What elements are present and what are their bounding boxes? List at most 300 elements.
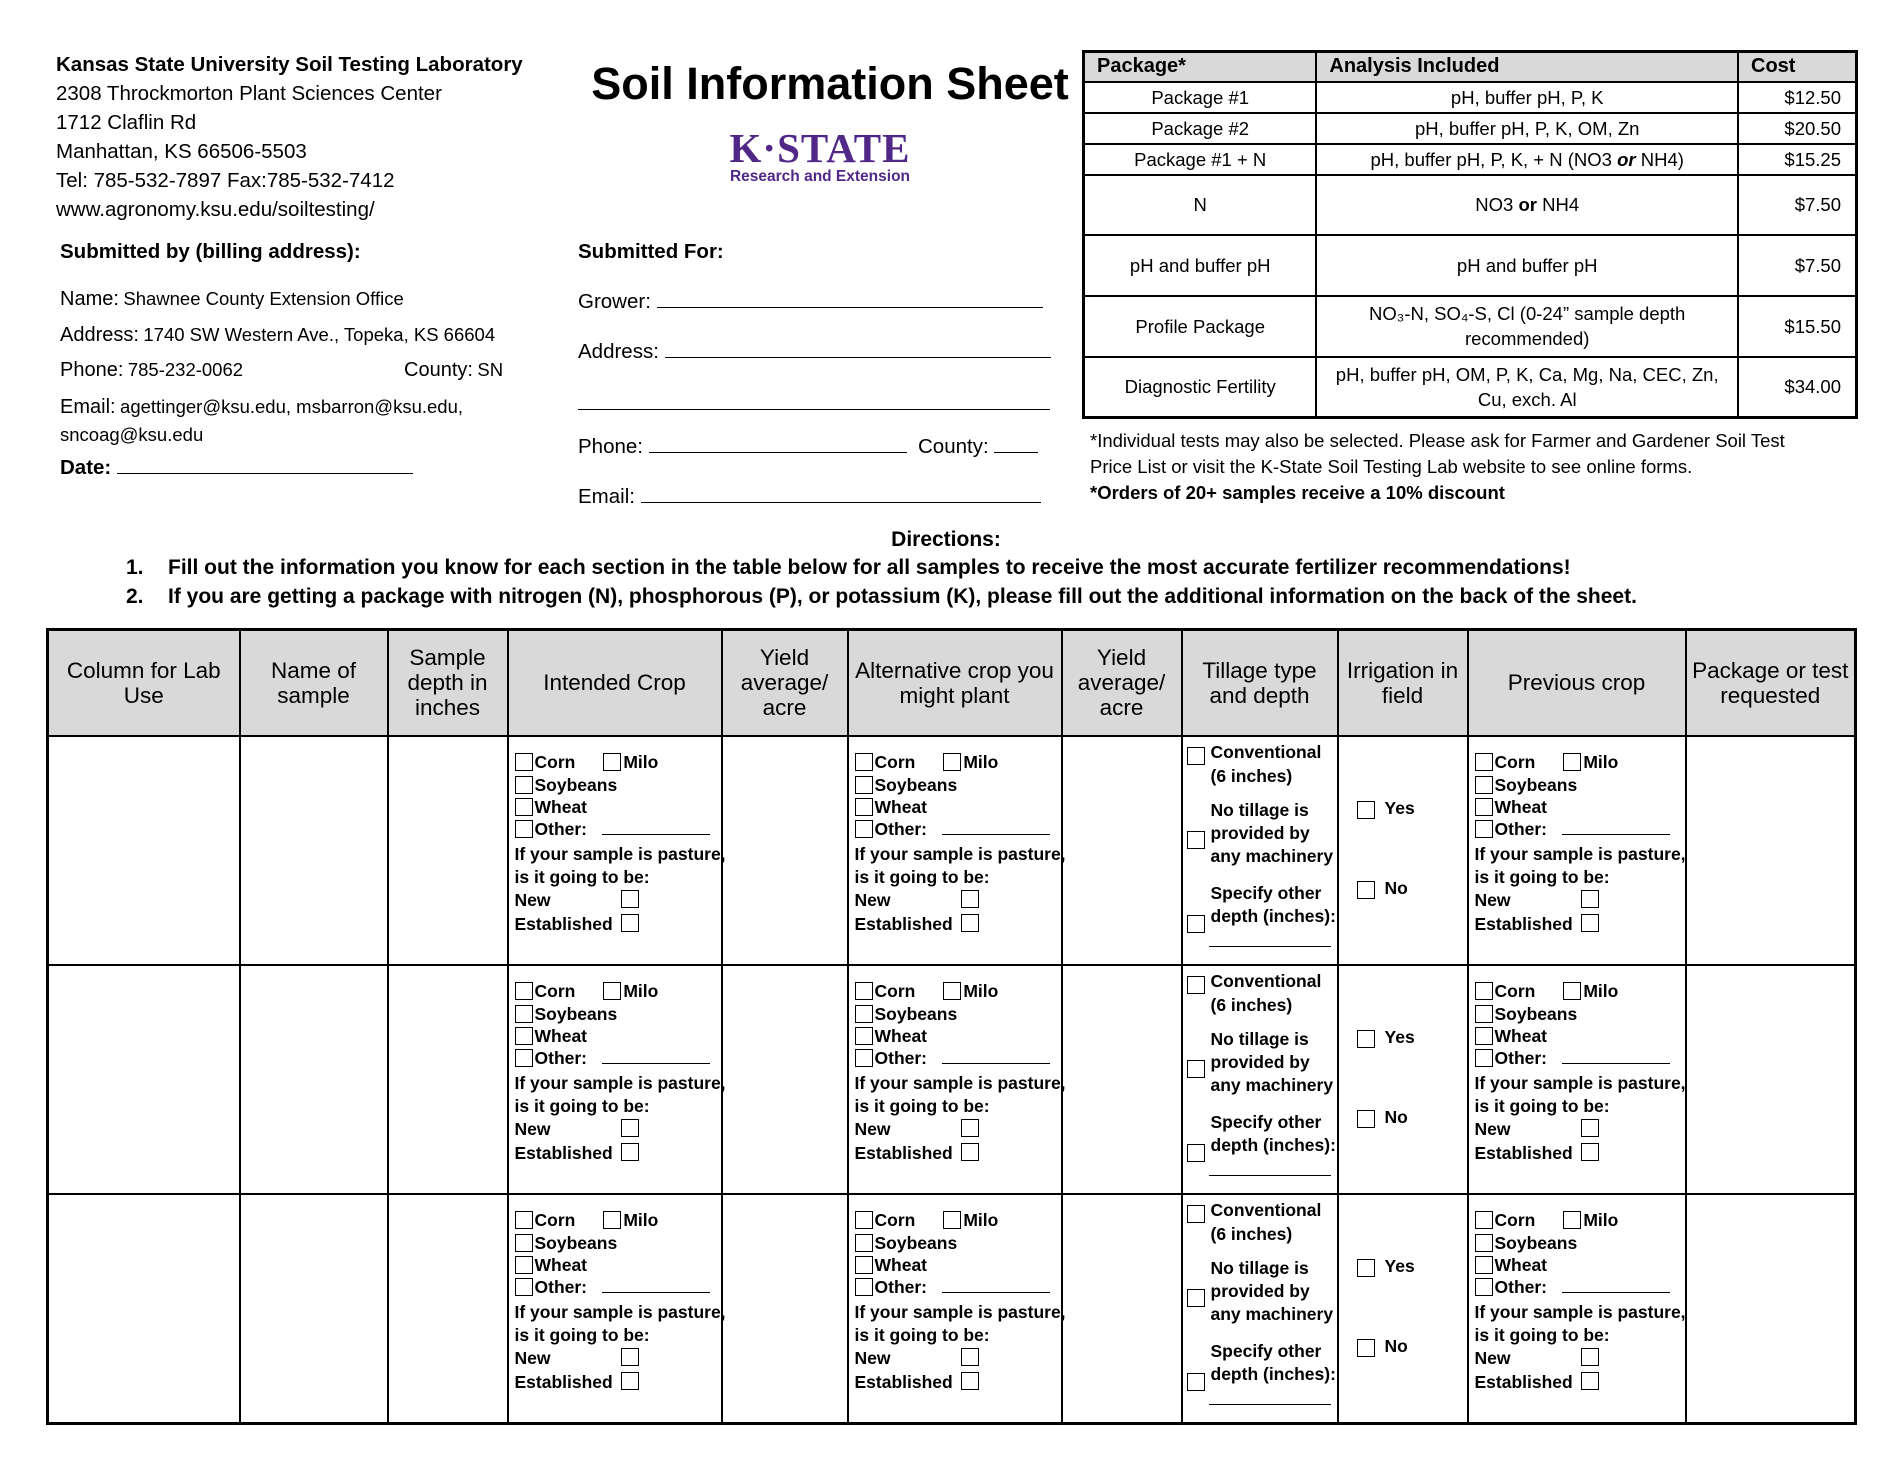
checkbox-soybeans[interactable] [855,776,873,794]
checkbox-no-till[interactable] [1187,1060,1205,1078]
label-new: New [514,1118,551,1139]
package-name: Package #1 [1084,82,1317,113]
label-no-till: No tillage is [1210,1257,1309,1278]
checkbox-other[interactable] [1475,820,1493,838]
discount-note: *Orders of 20+ samples receive a 10% discount [1090,482,1505,503]
pasture-question-2: is it going to be: [1474,1324,1610,1345]
label-wheat: Wheat [1494,1025,1547,1046]
label-soybeans: Soybeans [874,774,958,795]
sample-row [48,965,1856,1194]
tillage-options [1183,1195,1337,1422]
tillage-cell [1182,965,1338,1194]
other-depth-field[interactable] [1209,1164,1331,1176]
package-cost: $7.50 [1738,235,1856,296]
label-milo: Milo [963,980,999,1001]
billing-address-label: Address: [60,324,139,346]
checkbox-corn[interactable] [515,753,533,771]
address-label: Address: [578,340,659,363]
checkbox-conventional[interactable] [1187,747,1205,765]
header-sample-depth: Sample depth in inches [388,630,508,736]
checkbox-established[interactable] [961,1143,979,1161]
direction-text: If you are getting a package with nitrogen (N), phosphorous (P), or potassium (K), please fill out the additional information on the back of the sheet. [168,585,1637,608]
phone-field[interactable] [649,435,907,453]
checkbox-no-till[interactable] [1187,1289,1205,1307]
other-depth-field[interactable] [1209,1393,1331,1405]
checkbox-other[interactable] [1475,1049,1493,1067]
label-specify-other: Specify other [1210,1111,1322,1132]
yield-cell[interactable] [722,965,848,1194]
checkbox-soybeans[interactable] [515,1234,533,1252]
checkbox-new[interactable] [961,890,979,908]
checkbox-soybeans[interactable] [855,1234,873,1252]
billing-email-label: Email: [60,396,116,418]
alternative-crop-options [849,1195,1066,1422]
address-field-line-2[interactable] [578,392,1050,410]
header-alt-yield: Yield average/ acre [1062,630,1182,736]
other-crop-field[interactable] [1562,1049,1670,1064]
county-label: County: [918,435,989,458]
checkbox-other-depth[interactable] [1187,915,1205,933]
checkbox-wheat[interactable] [1475,1027,1493,1045]
checkbox-milo[interactable] [603,1211,621,1229]
crop-row-1 [515,980,659,1003]
analysis-line: recommended) [1464,328,1590,349]
checkbox-established[interactable] [621,1372,639,1390]
package-cost: $7.50 [1738,175,1856,235]
lab-use-cell [48,965,240,1194]
label-milo: Milo [623,751,659,772]
checkbox-established[interactable] [621,1143,639,1161]
checkbox-other[interactable] [1475,1278,1493,1296]
billing-name-row [60,288,404,311]
other-crop-field[interactable] [602,1278,710,1293]
page-title: Soil Information Sheet [591,58,1069,109]
alt-yield-cell[interactable] [1062,965,1182,1194]
billing-county-row [404,359,503,382]
checkbox-other[interactable] [515,1278,533,1296]
checkbox-conventional[interactable] [1187,976,1205,994]
checkbox-new[interactable] [621,890,639,908]
checkbox-wheat[interactable] [515,1027,533,1045]
checkbox-wheat[interactable] [1475,1256,1493,1274]
sample-name-cell[interactable] [240,736,388,965]
irrigation-cell [1338,1194,1468,1424]
intended-crop-cell [508,736,726,965]
label-new: New [854,1118,891,1139]
billing-phone-label: Phone: [60,359,124,381]
label-conventional: Conventional [1210,970,1322,991]
label-soybeans: Soybeans [534,1003,618,1024]
label-conventional-depth: (6 inches) [1210,1223,1293,1244]
label-other-depth: depth (inches): [1210,1134,1336,1155]
irrigation-cell [1338,736,1468,965]
irrigation-options [1339,966,1467,1193]
label-no-till-3: any machinery [1210,845,1334,866]
sample-depth-cell[interactable] [388,1194,508,1424]
checkbox-new[interactable] [1581,1348,1599,1366]
grower-label: Grower: [578,290,651,313]
label-corn: Corn [1494,1209,1536,1230]
label-corn: Corn [874,980,916,1001]
checkbox-established[interactable] [1581,1143,1599,1161]
sample-depth-cell[interactable] [388,965,508,1194]
intended-crop-options [509,1195,726,1422]
label-corn: Corn [534,980,576,1001]
irrigation-options [1339,1195,1467,1422]
previous-crop-options [1469,966,1685,1193]
checkbox-milo[interactable] [1563,982,1581,1000]
label-established: Established [514,1371,613,1392]
checkbox-corn[interactable] [855,753,873,771]
other-crop-field[interactable] [942,1049,1050,1064]
other-crop-field[interactable] [602,820,710,835]
analysis-or: or [1518,194,1537,215]
package-analysis [1316,296,1738,357]
crop-row-3 [1475,1254,1548,1277]
submitted-for-heading: Submitted For: [578,240,724,263]
kstate-logo [720,125,920,186]
label-other: Other: [1494,818,1547,839]
label-soybeans: Soybeans [1494,1232,1578,1253]
sample-table [46,628,1857,1425]
package-requested-cell[interactable] [1686,1194,1856,1424]
checkbox-irrigation-yes[interactable] [1357,801,1375,819]
label-new: New [514,889,551,910]
pasture-question: If your sample is pasture, [854,1072,1066,1093]
label-new: New [514,1347,551,1368]
sample-depth-cell[interactable] [388,736,508,965]
checkbox-milo[interactable] [603,753,621,771]
label-irrigation-no: No [1384,877,1408,898]
yield-cell[interactable] [722,1194,848,1424]
irrigation-cell [1338,965,1468,1194]
yield-cell[interactable] [722,736,848,965]
crop-row-2 [855,1003,958,1026]
checkbox-soybeans[interactable] [515,1005,533,1023]
billing-name-label: Name: [60,288,119,310]
email-field[interactable] [641,485,1041,503]
crop-row-3 [515,796,588,819]
label-conventional: Conventional [1210,1199,1322,1220]
label-other: Other: [1494,1047,1547,1068]
checkbox-wheat[interactable] [1475,798,1493,816]
analysis-part: pH, buffer pH, P, K, + N (NO3 [1370,148,1612,170]
checkbox-other-depth[interactable] [1187,1373,1205,1391]
lab-building: 2308 Throckmorton Plant Sciences Center [56,82,442,105]
crop-row-3 [855,796,928,819]
directions-title: Directions: [891,528,1001,551]
other-crop-field[interactable] [942,820,1050,835]
package-requested-cell[interactable] [1686,965,1856,1194]
sample-name-cell[interactable] [240,1194,388,1424]
header-lab-use: Column for Lab Use [48,630,240,736]
label-milo: Milo [963,751,999,772]
checkbox-new[interactable] [961,1119,979,1137]
crop-row-1 [1475,1209,1619,1232]
checkbox-established[interactable] [1581,914,1599,932]
checkbox-corn[interactable] [1475,753,1493,771]
checkbox-milo[interactable] [943,1211,961,1229]
checkbox-wheat[interactable] [515,1256,533,1274]
label-other: Other: [534,818,587,839]
checkbox-irrigation-yes[interactable] [1357,1259,1375,1277]
label-irrigation-no: No [1384,1106,1408,1127]
table-row [1084,82,1857,113]
crop-row-3 [1475,1025,1548,1048]
other-depth-field[interactable] [1209,935,1331,947]
label-new: New [854,889,891,910]
checkbox-milo[interactable] [1563,1211,1581,1229]
crop-row-4 [515,1047,710,1070]
checkbox-other[interactable] [855,1049,873,1067]
other-crop-field[interactable] [1562,820,1670,835]
crop-row-1 [515,1209,659,1232]
pasture-question-2: is it going to be: [854,866,990,887]
checkbox-corn[interactable] [515,982,533,1000]
checkbox-irrigation-no[interactable] [1357,881,1375,899]
checkbox-soybeans[interactable] [1475,1005,1493,1023]
label-other-depth: depth (inches): [1210,905,1336,926]
submitted-by-heading: Submitted by (billing address): [60,240,361,263]
label-corn: Corn [534,751,576,772]
package-cost: $12.50 [1738,82,1856,113]
label-established: Established [514,913,613,934]
checkbox-other[interactable] [855,1278,873,1296]
pasture-question-2: is it going to be: [1474,1095,1610,1116]
grower-row [578,290,1043,314]
checkbox-new[interactable] [1581,890,1599,908]
checkbox-soybeans[interactable] [515,776,533,794]
alternative-crop-options [849,737,1066,964]
county-field[interactable] [994,435,1038,453]
previous-crop-options [1469,1195,1685,1422]
address-field[interactable] [665,340,1051,358]
crop-row-2 [1475,1003,1578,1026]
pasture-question: If your sample is pasture, [514,1072,726,1093]
label-other: Other: [1494,1276,1547,1297]
note-line: *Individual tests may also be selected. Please ask for Farmer and Gardener Soil Test [1090,430,1785,451]
intended-crop-options [509,966,726,1193]
crop-row-1 [855,751,999,774]
package-price-table [1082,50,1858,419]
date-field[interactable] [117,456,413,474]
other-crop-field[interactable] [1562,1278,1670,1293]
label-established: Established [854,1142,953,1163]
checkbox-other[interactable] [515,820,533,838]
billing-phone-value[interactable]: 785-232-0062 [127,359,244,380]
checkbox-corn[interactable] [1475,1211,1493,1229]
checkbox-new[interactable] [621,1348,639,1366]
label-milo: Milo [963,1209,999,1230]
billing-email-row [60,396,463,419]
checkbox-wheat[interactable] [855,1027,873,1045]
label-corn: Corn [534,1209,576,1230]
crop-row-3 [855,1254,928,1277]
checkbox-milo[interactable] [1563,753,1581,771]
other-crop-field[interactable] [602,1049,710,1064]
crop-row-4 [1475,1047,1670,1070]
other-crop-field[interactable] [942,1278,1050,1293]
label-new: New [1474,1347,1511,1368]
billing-address-value[interactable]: 1740 SW Western Ave., Topeka, KS 66604 [143,324,496,345]
pasture-question-2: is it going to be: [854,1095,990,1116]
label-soybeans: Soybeans [1494,774,1578,795]
grower-field[interactable] [657,290,1043,308]
lab-street: 1712 Claflin Rd [56,111,197,134]
alternative-crop-cell [848,1194,1066,1424]
checkbox-wheat[interactable] [855,798,873,816]
lab-website[interactable]: www.agronomy.ksu.edu/soiltesting/ [56,198,375,221]
label-wheat: Wheat [874,1254,927,1275]
checkbox-other-depth[interactable] [1187,1144,1205,1162]
package-header: Package* [1084,52,1317,82]
label-wheat: Wheat [1494,796,1547,817]
checkbox-no-till[interactable] [1187,831,1205,849]
checkbox-other[interactable] [515,1049,533,1067]
intended-crop-cell [508,1194,726,1424]
package-analysis [1316,144,1738,175]
email-row [578,485,1041,509]
crop-row-3 [855,1025,928,1048]
checkbox-established[interactable] [621,914,639,932]
billing-county-value[interactable]: SN [477,359,504,380]
lab-use-cell [48,736,240,965]
header-tillage: Tillage type and depth [1182,630,1338,736]
label-established: Established [854,913,953,934]
label-wheat: Wheat [534,1254,587,1275]
package-header-row [1084,52,1857,82]
alt-yield-cell[interactable] [1062,736,1182,965]
header-package-requested: Package or test requested [1686,630,1856,736]
checkbox-milo[interactable] [943,753,961,771]
pasture-question-2: is it going to be: [1474,866,1610,887]
package-cost: $15.50 [1738,296,1856,357]
checkbox-irrigation-no[interactable] [1357,1339,1375,1357]
alt-yield-cell[interactable] [1062,1194,1182,1424]
analysis-part: NO3 [1475,194,1514,215]
checkbox-corn[interactable] [515,1211,533,1229]
intended-crop-options [509,737,726,964]
label-milo: Milo [1583,980,1619,1001]
checkbox-other[interactable] [855,820,873,838]
tillage-cell [1182,1194,1338,1424]
package-notes [1090,428,1870,506]
label-no-till-2: provided by [1210,1280,1310,1301]
pasture-question: If your sample is pasture, [854,843,1066,864]
intended-crop-cell [508,965,726,1194]
crop-row-4 [515,1276,710,1299]
logo-subtitle: Research and Extension [729,168,911,185]
table-row [1084,175,1857,235]
label-corn: Corn [1494,751,1536,772]
email-label: Email: [578,485,635,508]
label-established: Established [1474,1371,1573,1392]
checkbox-corn[interactable] [855,982,873,1000]
checkbox-soybeans[interactable] [855,1005,873,1023]
lab-use-cell [48,1194,240,1424]
label-other: Other: [534,1276,587,1297]
checkbox-conventional[interactable] [1187,1205,1205,1223]
checkbox-irrigation-no[interactable] [1357,1110,1375,1128]
label-soybeans: Soybeans [534,1232,618,1253]
checkbox-established[interactable] [961,1372,979,1390]
pasture-question: If your sample is pasture, [1474,1072,1686,1093]
sample-row [48,1194,1856,1424]
label-no-till: No tillage is [1210,1028,1309,1049]
label-corn: Corn [874,1209,916,1230]
label-soybeans: Soybeans [1494,1003,1578,1024]
label-irrigation-yes: Yes [1384,1026,1415,1047]
package-requested-cell[interactable] [1686,736,1856,965]
billing-phone-row [60,359,243,382]
billing-email-value-2[interactable]: sncoag@ksu.edu [60,424,204,445]
label-milo: Milo [1583,751,1619,772]
checkbox-corn[interactable] [855,1211,873,1229]
checkbox-wheat[interactable] [855,1256,873,1274]
checkbox-soybeans[interactable] [1475,1234,1493,1252]
sample-row [48,736,1856,965]
checkbox-established[interactable] [961,914,979,932]
crop-row-2 [855,1232,958,1255]
package-analysis: pH, buffer pH, P, K [1316,82,1738,113]
checkbox-new[interactable] [961,1348,979,1366]
lab-contact-block [56,50,596,224]
date-label: Date: [60,456,112,479]
package-analysis [1316,357,1738,418]
label-milo: Milo [1583,1209,1619,1230]
label-irrigation-yes: Yes [1384,797,1415,818]
crop-row-1 [1475,980,1619,1003]
label-conventional-depth: (6 inches) [1210,994,1293,1015]
checkbox-milo[interactable] [943,982,961,1000]
billing-email-value[interactable]: agettinger@ksu.edu, msbarron@ksu.edu, [120,396,464,417]
billing-name-value[interactable]: Shawnee County Extension Office [123,288,404,309]
direction-number: 1. [126,556,144,579]
label-wheat: Wheat [874,1025,927,1046]
checkbox-wheat[interactable] [515,798,533,816]
analysis-line: NO₃-N, SO₄-S, Cl (0-24” sample depth [1369,303,1686,324]
crop-row-1 [855,1209,999,1232]
label-new: New [1474,1118,1511,1139]
previous-crop-options [1469,737,1685,964]
sample-name-cell[interactable] [240,965,388,1194]
crop-row-4 [855,1047,1050,1070]
checkbox-soybeans[interactable] [1475,776,1493,794]
lab-phone-fax: Tel: 785-532-7897 Fax:785-532-7412 [56,169,395,192]
phone-label: Phone: [578,435,643,458]
package-cost: $34.00 [1738,357,1856,418]
label-wheat: Wheat [874,796,927,817]
tillage-options [1183,966,1337,1193]
label-other: Other: [874,818,927,839]
checkbox-established[interactable] [1581,1372,1599,1390]
checkbox-new[interactable] [621,1119,639,1137]
checkbox-milo[interactable] [603,982,621,1000]
analysis-or: or [1617,148,1636,170]
checkbox-new[interactable] [1581,1119,1599,1137]
irrigation-options [1339,737,1467,964]
billing-county-label: County: [404,359,473,381]
alternative-crop-cell [848,965,1066,1194]
label-conventional: Conventional [1210,741,1322,762]
pasture-question-2: is it going to be: [514,1324,650,1345]
checkbox-irrigation-yes[interactable] [1357,1030,1375,1048]
label-specify-other: Specify other [1210,882,1322,903]
label-other: Other: [874,1047,927,1068]
table-row [1084,144,1857,175]
pasture-question: If your sample is pasture, [514,843,726,864]
checkbox-corn[interactable] [1475,982,1493,1000]
